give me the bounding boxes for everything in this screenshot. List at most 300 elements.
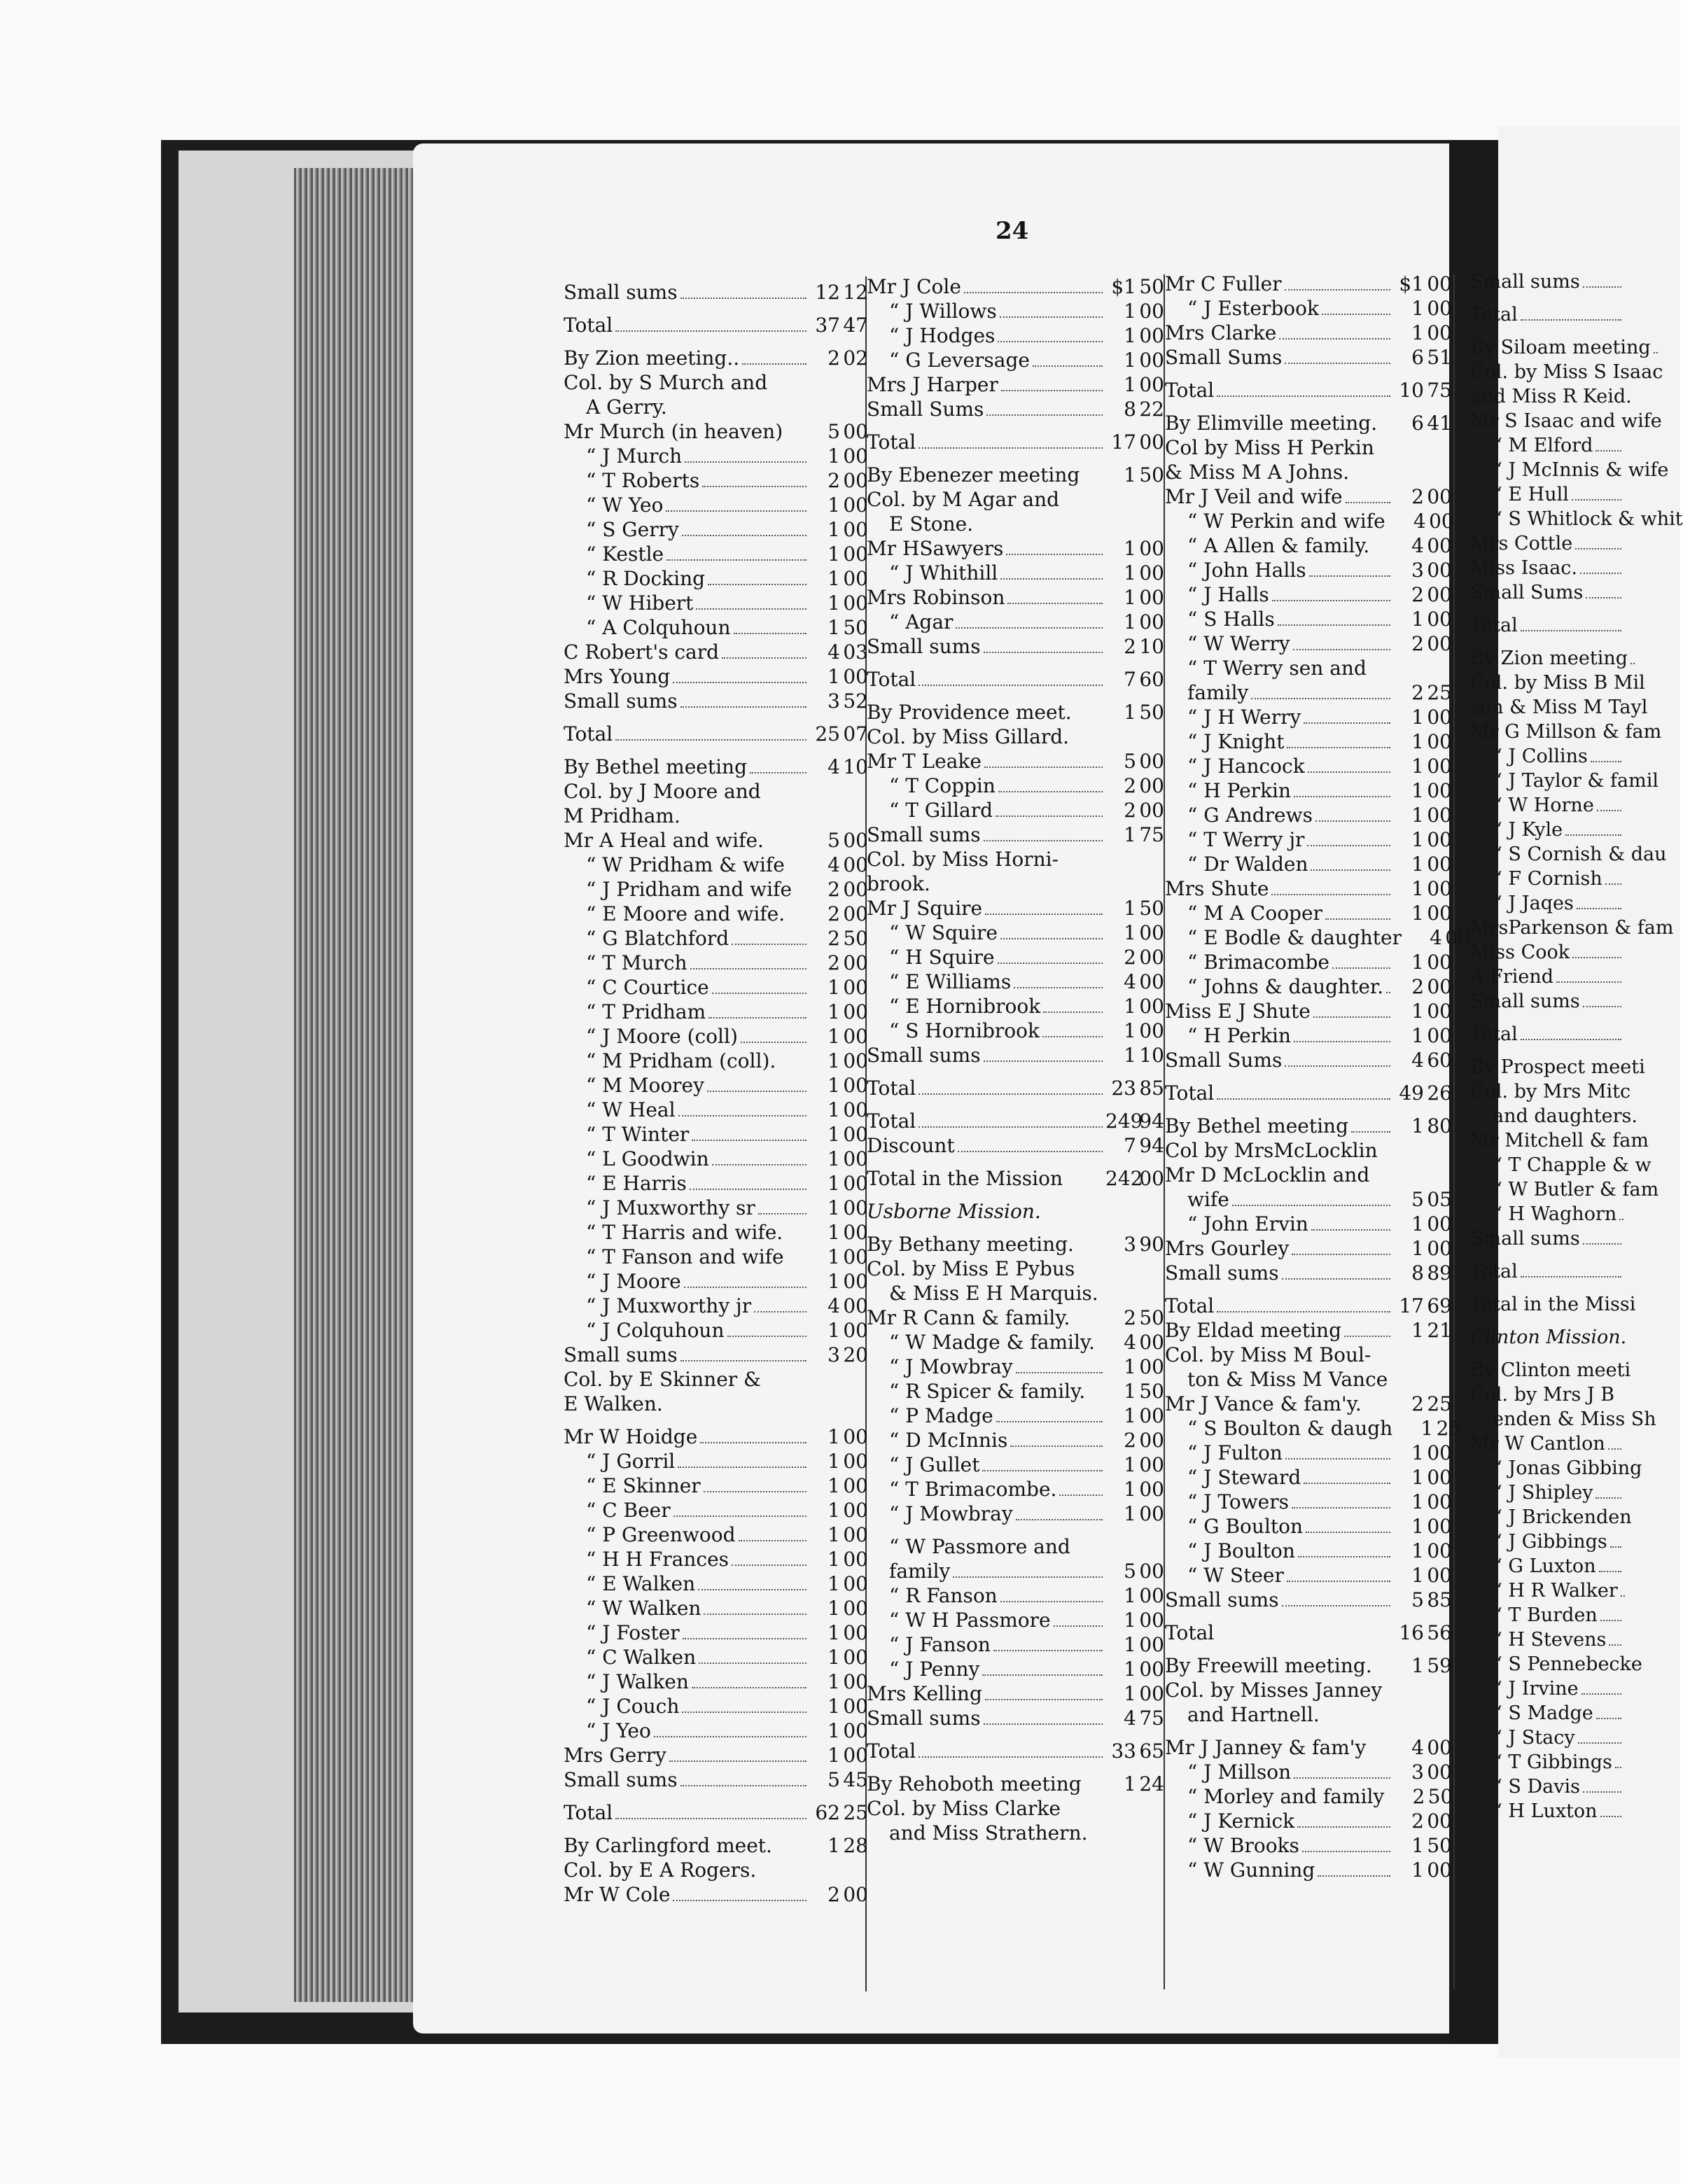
entry-label: “ T Coppin [889,774,996,797]
entry-cents: 00 [1427,779,1452,802]
entry-label: By Zion meeting.. [564,346,740,370]
entry-label: Small sums [1165,1588,1279,1611]
ledger-entry [1470,1358,1680,1382]
leader-dots [985,1699,1103,1700]
entry-label: Mr S Isaac and wife [1470,410,1662,432]
entry-dollars: 1 [827,1425,840,1448]
entry-label: Small sums [867,1044,981,1067]
leader-dots [1600,1816,1621,1817]
entry-dollars: 1 [1411,1319,1424,1342]
entry-label: “ J Mowbray [889,1355,1013,1378]
leader-dots [1597,810,1621,811]
entry-dollars: 1 [1124,1355,1136,1378]
ledger-entry [1165,729,1452,754]
leader-dots [1308,771,1390,773]
entry-label: Col. by Miss Gillard. [867,725,1070,748]
entry-label: “ E Williams [889,970,1012,993]
entry-label: Mr W Cole [564,1883,671,1906]
entry-label: By Siloam meeting [1470,337,1651,358]
entry-label: “ E Hull [1493,484,1569,505]
entry-label: Small sums [867,1707,981,1730]
entry-cents: 00 [1427,804,1452,827]
entry-dollars: 1 [1411,1237,1424,1260]
entry-dollars: 2 [827,1883,840,1906]
entry-cents: 69 [1427,1294,1452,1317]
entry-label: “ S Hornibrook [889,1019,1040,1042]
entry-dollars: 1 [827,1123,840,1146]
ledger-entry [1470,1505,1680,1530]
ledger-entry [867,920,1164,945]
ledger-entry [1470,1774,1680,1799]
entry-cents: 25 [1427,1392,1452,1415]
entry-label: “ J Taylor & famil [1493,770,1659,792]
entry-dollars: 2 [1411,1392,1424,1415]
entry-label: “ J Kyle [1493,819,1563,841]
ledger-entry [1165,1833,1452,1858]
leader-dots [1311,1229,1390,1231]
entry-dollars: 62 [815,1801,840,1824]
leader-dots [1302,1851,1390,1852]
ledger-entry [564,1098,868,1122]
ledger-entry [1165,656,1452,680]
entry-cents: 50 [1139,275,1164,298]
entry-label: “ J Walken [586,1670,689,1693]
leader-dots [1610,1546,1621,1548]
entry-label: Mrs Young [564,665,671,688]
entry-label: Total [1165,1621,1215,1644]
entry-cents: 00 [1427,559,1452,582]
entry-cents: 00 [843,1450,868,1473]
ledger-entry [867,323,1164,348]
entry-cents: 52 [843,690,868,713]
leader-dots [734,633,807,634]
entry-label: “ E Hornibrook [889,995,1041,1018]
ledger-entry [1165,321,1452,345]
entry-label: “ J Murch [586,444,683,468]
ledger-entry [1470,1259,1680,1284]
entry-label: “ E Moore and wife. [586,902,785,925]
entry-label: Mr J Cole [867,275,961,298]
ledger-entry [1470,1153,1680,1177]
leader-dots [1591,761,1621,762]
entry-label: Mrs Gourley [1165,1237,1290,1260]
ledger-column-4 [1470,270,1683,1823]
entry-label: “ J Moore [586,1270,681,1293]
entry-label: “ J Brickenden [1493,1506,1632,1528]
leader-dots [1580,573,1621,574]
ledger-entry [1165,1678,1452,1702]
ledger-entry [564,689,868,713]
entry-label: “ Agar [889,610,954,634]
entry-dollars: 1 [827,1523,840,1546]
leader-dots [993,1650,1103,1651]
entry-label: “ J Stacy [1493,1727,1575,1749]
entry-cents: 00 [1427,902,1452,925]
entry-dollars: 1 [1124,586,1136,609]
entry-cents: 00 [1139,561,1164,584]
ledger-entry [867,1354,1164,1379]
ledger-entry [1470,360,1680,384]
entry-label: “ T Murch [586,951,687,974]
entry-label: “ E Bodle & daughter [1187,926,1402,949]
ledger-entry [1165,1048,1452,1072]
entry-label: “ J Irvine [1493,1678,1579,1700]
entry-dollars: 1 [1411,853,1424,876]
entry-dollars: 4 [1124,1707,1136,1730]
entry-label: Mr Murch (in heaven) [564,420,783,443]
entry-cents: 00 [843,1270,868,1293]
ledger-entry [1470,1578,1680,1603]
ledger-entry [564,804,868,828]
entry-cents: 20 [843,1343,868,1366]
entry-dollars: 4 [827,853,840,876]
entry-cents: 50 [843,616,868,639]
entry-dollars: 4 [1411,1736,1424,1759]
entry-dollars: 1 [1124,1682,1136,1705]
leader-dots [953,1576,1103,1578]
entry-dollars: 1 [827,1719,840,1742]
leader-dots [1581,1693,1621,1695]
entry-dollars: 1 [1124,349,1136,372]
entry-cents: 45 [843,1768,868,1791]
ledger-entry [564,313,868,337]
entry-cents: 50 [1427,1785,1453,1808]
entry-dollars: 33 [1111,1740,1136,1763]
entry-dollars: 1 [1124,373,1136,396]
ledger-entry [1165,680,1452,705]
entry-dollars: 4 [1124,970,1136,993]
entry-label: “ J Boulton [1187,1539,1295,1562]
entry-label: “ T Chapple & w [1493,1154,1651,1176]
ledger-entry [1165,999,1452,1023]
ledger-column-1 [564,280,868,1907]
ledger-entry [867,945,1164,969]
entry-dollars: 2 [827,469,840,492]
leader-dots [1306,1532,1390,1533]
leader-dots [1521,1039,1621,1040]
entry-dollars: 1 [1411,877,1424,900]
entry-label: “ J Pridham and wife [586,878,792,901]
entry-cents: 00 [1139,586,1164,609]
entry-cents: 25 [1436,1417,1462,1440]
leader-dots [690,968,806,969]
entry-label: By Freewill meeting. [1165,1654,1372,1677]
ledger-entry [1470,580,1680,605]
entry-cents: 50 [1139,701,1164,724]
entry-dollars: 1 [827,1695,840,1718]
entry-dollars: 23 [1111,1077,1136,1100]
entry-dollars: 2 [827,951,840,974]
leader-dots [1293,649,1390,650]
entry-dollars: 1 [1411,902,1424,925]
ledger-entry [867,847,1164,872]
entry-label: “ G Leversage [889,349,1030,372]
entry-cents: 00 [843,1670,868,1693]
ledger-entry [1165,1702,1452,1727]
ledger-entry [564,1882,868,1907]
leader-dots [998,791,1103,792]
entry-label: “ J Fanson [889,1633,991,1656]
ledger-entry [564,1833,868,1858]
entry-cents: 00 [1427,272,1452,295]
entry-cents: 00 [1427,1441,1452,1464]
leader-dots [1298,1556,1390,1558]
ledger-entry [1470,1652,1680,1676]
ledger-entry [1470,842,1680,867]
entry-dollars: 1 [827,444,840,468]
entry-cents: 00 [843,1744,868,1767]
entry-cents: 00 [1427,1000,1452,1023]
entry-dollars: 1 [1411,755,1424,778]
entry-label: “ S Gerry [586,518,679,541]
entry-dollars: 1 [827,616,840,639]
entry-dollars: 1 [1411,779,1424,802]
entry-label: “ W Horne [1493,794,1594,816]
ledger-entry [564,853,868,877]
entry-cents: 00 [1139,970,1164,993]
ledger-entry [564,1245,868,1269]
ledger-entry [564,468,868,493]
leader-dots [1572,499,1621,500]
entry-label: and Hartnell. [1187,1703,1320,1726]
leader-dots [1007,603,1103,604]
entry-label: “ W Brooks [1187,1834,1299,1857]
entry-dollars: 1 [1411,706,1424,729]
ledger-entry [564,1449,868,1474]
leader-dots [615,1818,806,1819]
ledger-entry [1470,1628,1680,1652]
entry-dollars: 1 [1411,1539,1424,1562]
ledger-entry [867,1306,1164,1330]
leader-dots [615,330,806,332]
ledger-entry [1470,818,1680,842]
entry-dollars: 1 [1124,1478,1136,1501]
leader-dots [758,1213,806,1214]
entry-label: Small sums [564,281,678,304]
ledger-entry [1470,744,1680,769]
entry-dollars: 2 [1411,975,1425,998]
ledger-entry [1165,1858,1452,1882]
entry-label: “ E Walken [586,1572,696,1595]
ledger-entry [564,1294,868,1318]
entry-dollars: 6 [1411,412,1424,435]
ledger-entry [867,700,1164,724]
ledger-entry [867,372,1164,397]
entry-label: “ T Harris and wife. [586,1221,783,1244]
ledger-entry [867,1608,1164,1632]
entry-cents: 00 [1139,946,1164,969]
ledger-entry [1165,1760,1452,1784]
entry-label: Total in the Mission [867,1167,1063,1190]
ledger-entry [867,1379,1164,1404]
ledger-entry [1165,1081,1452,1105]
entry-dollars: 1 [1411,608,1424,631]
entry-dollars: 1 [1124,537,1136,560]
entry-label: Col. by Miss M Boul- [1165,1343,1371,1366]
leader-dots [1346,502,1390,503]
entry-dollars: 1 [827,976,840,999]
entry-label: Mr J Squire [867,897,983,920]
entry-cents: 21 [1427,1319,1452,1342]
ledger-entry [1470,507,1683,531]
entry-cents: 00 [1429,510,1454,533]
ledger-entry [1470,965,1680,989]
entry-label: “ F Cornish [1493,868,1602,890]
entry-cents: 85 [1139,1077,1164,1100]
ledger-entry [867,724,1164,749]
ledger-entry [1165,1441,1452,1465]
entry-label: Small sums [1165,1261,1279,1284]
entry-label: “ T Pridham [586,1000,706,1023]
ledger-entry [1470,1676,1680,1701]
entry-dollars: 1 [1411,1114,1424,1138]
ledger-entry [564,280,868,304]
leader-dots [984,1060,1103,1062]
leader-dots [1575,548,1621,550]
entry-dollars: 1 [827,1621,840,1644]
entry-dollars: 1 [827,1474,840,1497]
entry-dollars: 8 [1411,1261,1424,1284]
ledger-entry [1470,1226,1680,1251]
entry-label: Col. by Miss S Isaac [1470,361,1663,383]
entry-dollars: 7 [1124,1134,1136,1157]
entry-cents: 00 [1139,1355,1164,1378]
entry-dollars: 2 [827,878,840,901]
entry-label: “ T Roberts [586,469,700,492]
leader-dots [1010,1446,1103,1447]
leader-dots [678,1466,806,1468]
ledger-entry [564,755,868,779]
leader-dots [1386,992,1390,993]
leader-dots [707,1091,806,1092]
entry-label: A Gerry. [586,396,667,419]
entry-dollars: 17 [1111,430,1136,454]
entry-cents: 02 [843,346,868,370]
entry-label: Small sums [867,823,981,846]
ledger-entry [1165,1236,1452,1261]
ledger-entry [564,1572,868,1596]
ledger-entry [1470,384,1680,409]
entry-cents: 00 [843,1523,868,1546]
entry-cents: 00 [843,1695,868,1718]
entry-cents: 65 [1139,1740,1164,1763]
entry-dollars: 4 [1413,510,1426,533]
leader-dots [615,739,806,741]
entry-label: “ Brimacombe [1187,951,1329,974]
entry-dollars: 37 [815,314,840,337]
entry-label: “ M A Cooper [1187,902,1322,925]
entry-label: “ S Madge [1493,1702,1593,1724]
leader-dots [1294,1777,1390,1779]
leader-dots [1344,1336,1390,1337]
leader-dots [683,1638,806,1639]
leader-dots [1272,600,1390,601]
leader-dots [1043,1011,1103,1013]
ledger-entry [1165,876,1452,901]
entry-label: “ J Muxworthy jr [586,1294,752,1317]
entry-label: “ J Penny [889,1658,980,1681]
leader-dots [1000,938,1103,939]
ledger-entry [867,1706,1164,1730]
entry-label: “ J Knight [1187,730,1285,753]
ledger-entry [1470,940,1680,965]
entry-label: “ J Colquhoun [586,1319,725,1342]
entry-label: “ R Docking [586,567,706,590]
ledger-column-3 [1165,272,1470,1882]
entry-cents: 00 [843,592,868,615]
entry-cents: 75 [1139,823,1164,846]
ledger-entry [1470,916,1680,940]
entry-label: “ W Madge & family. [889,1331,1095,1354]
leader-dots [680,706,806,708]
ledger-entry [564,1858,868,1882]
entry-cents: 00 [1139,995,1164,1018]
leader-dots [919,685,1103,686]
entry-cents: 00 [843,1474,868,1497]
entry-cents: 00 [843,1425,868,1448]
entry-dollars: 1 [827,1147,840,1170]
ledger-entry [1165,272,1452,296]
entry-cents: 00 [843,542,868,566]
entry-dollars: 1 [1124,1044,1136,1067]
entry-cents: 00 [1139,750,1164,773]
ledger-entry [867,1256,1164,1281]
ledger-entry [1165,1343,1452,1367]
ledger-entry [1470,458,1680,482]
entry-cents: 07 [843,722,868,746]
entry-dollars: 249 [1105,1110,1143,1133]
entry-dollars: 1 [827,1270,840,1293]
entry-dollars: 2 [827,927,840,950]
entry-label: Col by Miss H Perkin [1165,436,1374,459]
entry-label: “ W Werry [1187,632,1290,655]
ledger-entry [867,463,1164,487]
ledger-entry [1470,1202,1680,1226]
entry-cents: 00 [1427,975,1453,998]
entry-cents: 00 [1139,373,1164,396]
ledger-entry [867,1772,1164,1796]
leader-dots [700,1442,806,1443]
entry-cents: 00 [1445,926,1470,949]
entry-dollars: 2 [827,902,840,925]
entry-cents: 00 [1427,321,1452,344]
entry-cents: 50 [1139,1306,1164,1329]
entry-cents: 47 [843,314,868,337]
entry-dollars: 1 [1124,1404,1136,1427]
leader-dots [1297,1826,1390,1828]
leader-dots [984,652,1103,653]
entry-cents: 24 [1139,1772,1164,1795]
leader-dots [996,1421,1103,1422]
ledger-entry [564,1073,868,1098]
entry-dollars: 8 [1124,398,1136,421]
entry-label: Mrs Robinson [867,586,1005,609]
entry-cents: 28 [843,1834,868,1857]
entry-label: Total [867,1110,916,1133]
entry-cents: 00 [1427,1212,1452,1236]
leader-dots [673,1516,806,1517]
entry-label: Small sums [1470,271,1580,293]
leader-dots [1054,1625,1103,1627]
entry-cents: 50 [1139,1380,1164,1403]
ledger-entry [1470,1701,1680,1726]
leader-dots [1583,1791,1621,1793]
ledger-entry [1165,1261,1452,1285]
ledger-entry [1165,852,1452,876]
entry-dollars: 1 [1411,1024,1424,1047]
entry-dollars: 1 [827,518,840,541]
entry-label: “ G Andrews [1187,804,1313,827]
